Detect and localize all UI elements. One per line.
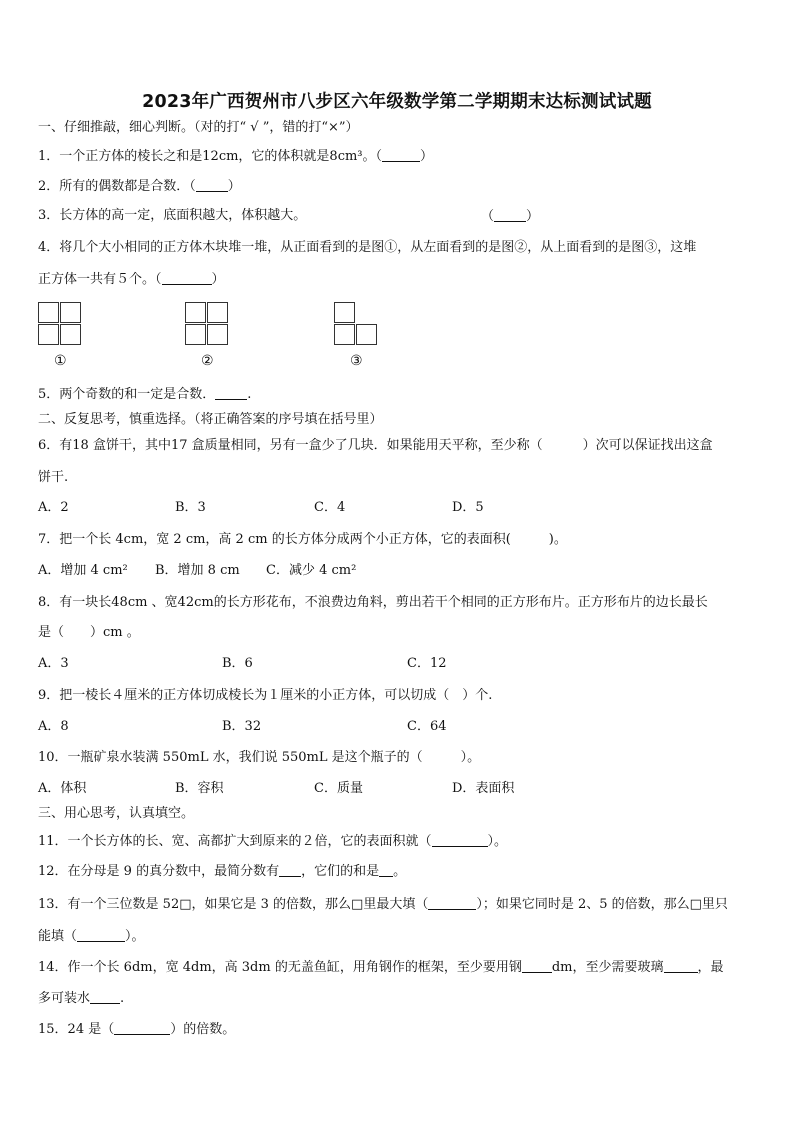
figure-label-2: ②	[201, 353, 214, 369]
section-heading-3: 三、用心思考，认真填空。	[38, 806, 195, 821]
question-9: 9．把一棱长４厘米的正方体切成棱长为１厘米的小正方体，可以切成（ ）个.	[38, 688, 493, 703]
question-1: 1．一个正方体的棱长之和是12cm，它的体积就是8cm³。（ ）	[38, 149, 434, 164]
figure-label-1: ①	[54, 353, 67, 369]
cube-face	[334, 302, 355, 323]
answer-blank[interactable]	[196, 178, 228, 192]
figure-top-view	[334, 302, 382, 350]
question-2: 2．所有的偶数都是合数．（ ）	[38, 179, 241, 194]
answer-blank[interactable]	[162, 271, 212, 285]
option-d[interactable]: D．表面积	[452, 781, 515, 796]
answer-blank[interactable]	[494, 208, 526, 222]
option-b[interactable]: B．6	[222, 656, 253, 671]
question-7: 7．把一个长 4cm，宽 2 cm，高 2 cm 的长方体分成两个小正方体，它的表面积( )。	[38, 532, 567, 547]
question-8-line-1: 8．有一块长48cm 、宽42cm的长方形花布，不浪费边角料，剪出若干个相同的正方形布片。正方形布片的边长最长	[38, 595, 708, 610]
cube-face	[38, 324, 59, 345]
answer-blank[interactable]	[379, 863, 393, 877]
answer-blank[interactable]	[432, 833, 488, 847]
question-14-line-1: 14．作一个长 6dm，宽 4dm，高 3dm 的无盖鱼缸，用角钢作的框架，至少要用钢 dm，至少需要玻璃 ，最	[38, 960, 724, 975]
answer-blank[interactable]	[77, 928, 125, 942]
cube-face	[334, 324, 355, 345]
option-a[interactable]: A．3	[38, 656, 69, 671]
question-10: 10．一瓶矿泉水装满 550mL 水，我们说 550mL 是这个瓶子的（ ）。	[38, 750, 481, 765]
answer-blank[interactable]	[382, 148, 420, 162]
option-b[interactable]: B．增加 8 cm	[155, 563, 240, 578]
question-4-line-2: 正方体一共有５个。（ ）	[38, 272, 225, 287]
option-c[interactable]: C．4	[314, 500, 346, 515]
answer-blank[interactable]	[90, 990, 120, 1004]
option-a[interactable]: A．增加 4 cm²	[38, 563, 128, 578]
answer-blank[interactable]	[215, 386, 247, 400]
page-title: 2023年广西贺州市八步区六年级数学第二学期期末达标测试试题	[142, 92, 652, 112]
answer-blank[interactable]	[279, 863, 301, 877]
cube-face	[60, 302, 81, 323]
cube-face	[207, 324, 228, 345]
option-c[interactable]: C．12	[407, 656, 447, 671]
figure-label-3: ③	[350, 353, 363, 369]
cube-face	[207, 302, 228, 323]
question-15: 15．24 是（ ）的倍数。	[38, 1022, 236, 1037]
question-4-line-1: 4．将几个大小相同的正方体木块堆一堆，从正面看到的是图①，从左面看到的是图②，从上面看到的是图③，这堆	[38, 240, 697, 255]
section-heading-1: 一、仔细推敲，细心判断。（对的打“ √ ”，错的打“×”）	[38, 120, 359, 135]
question-6-line-1: 6．有18 盒饼干，其中17 盒质量相同，另有一盒少了几块．如果能用天平称，至少称（ ）次可以保证找出这盒	[38, 438, 713, 453]
option-c[interactable]: C．64	[407, 719, 447, 734]
question-5: 5．两个奇数的和一定是合数． .	[38, 387, 252, 402]
option-b[interactable]: B．容积	[175, 781, 224, 796]
figure-left-view	[185, 302, 233, 350]
answer-blank[interactable]	[522, 959, 552, 973]
question-3: 3．长方体的高一定，底面积越大，体积越大。	[38, 208, 307, 223]
option-c[interactable]: C．减少 4 cm²	[266, 563, 357, 578]
cube-face	[38, 302, 59, 323]
question-13-line-1: 13．有一个三位数是 52□，如果它是 3 的倍数，那么□里最大填（ ）；如果它同时是 2、5 的倍数，那么□里只	[38, 897, 728, 912]
cube-face	[356, 324, 377, 345]
option-c[interactable]: C．质量	[314, 781, 363, 796]
question-14-line-2: 多可装水 .	[38, 991, 125, 1006]
option-b[interactable]: B．32	[222, 719, 262, 734]
section-heading-2: 二、反复思考，慎重选择。（将正确答案的序号填在括号里）	[38, 412, 383, 427]
cube-face	[185, 302, 206, 323]
question-12: 12．在分母是 9 的真分数中，最简分数有 ，它们的和是 。	[38, 864, 407, 879]
answer-blank[interactable]	[664, 959, 698, 973]
option-a[interactable]: A．2	[38, 500, 69, 515]
question-11: 11．一个长方体的长、宽、高都扩大到原来的２倍，它的表面积就（ ）。	[38, 834, 508, 849]
option-b[interactable]: B．3	[175, 500, 206, 515]
figure-front-view	[38, 302, 86, 350]
question-8-line-2: 是（ ）cm 。	[38, 625, 140, 640]
option-a[interactable]: A．8	[38, 719, 69, 734]
cube-face	[185, 324, 206, 345]
cube-face	[60, 324, 81, 345]
option-d[interactable]: D．5	[452, 500, 484, 515]
question-13-line-2: 能填（ ）。	[38, 929, 145, 944]
question-6-line-2: 饼干.	[38, 470, 69, 485]
answer-blank[interactable]	[114, 1021, 170, 1035]
question-3-answer: （ ）	[481, 209, 540, 224]
answer-blank[interactable]	[428, 896, 476, 910]
option-a[interactable]: A．体积	[38, 781, 87, 796]
